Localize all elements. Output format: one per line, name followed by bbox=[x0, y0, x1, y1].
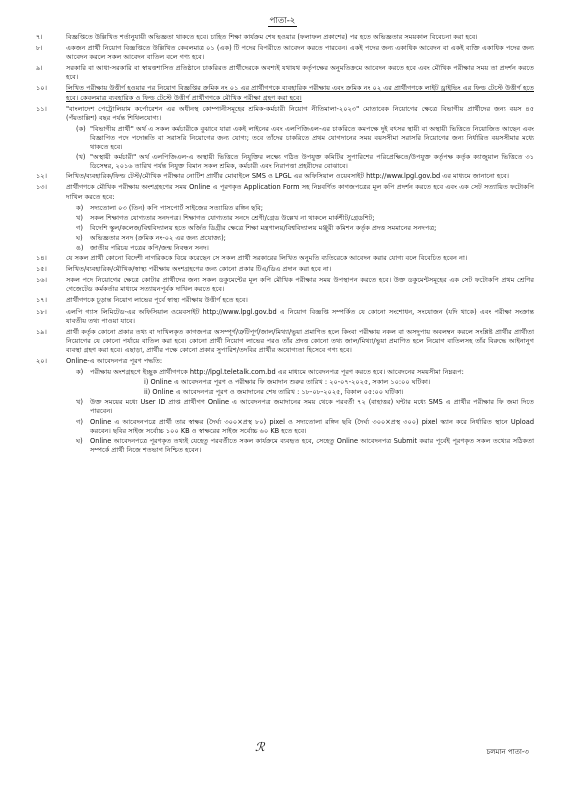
clause: ১৯। প্রার্থী কর্তৃক কোনো প্রকার তথ্য বা দাখিলকৃত কাগজপত্র অসম্পূর্ণ/ত্রুটিপূর্ণ/জাল/মিথ্যা/ভুয়া প্রমাণিত হলে কিংবা পরীক্ষায় নকল বা অসদুপায় অবলম্বন করলে সংশ্লিষ্ট প্রার্থীর প্রার্থীতা নিয়োগের যে কোনো পর্যায়ে বাতিল করা হবে। কোনো প্রার্থী নিয়োগ লাভের পরও তাঁর প্রদত্ত কোনো তথ্য জাল/মিথ্যা/ভুয়া প্রমাণিত হলে নিয়োগ বাতিলসহ তাঁর বিরুদ্ধে আইনানুগ ব্যবস্থা গ্রহণ করা হবে। এছাড়া, প্রার্থীর পক্ষে কোনো প্রকার সুপারিশ/তদবির প্রার্থীর অযোগ্যতা হিসেবে গণ্য হবে। bbox=[36, 327, 534, 354]
document-body bbox=[34, 33, 534, 456]
clause: ৮। একজন প্রার্থী নিয়োগ বিজ্ঞপ্তিতে উল্লিখিত কেবলমাত্র ০১ (এক) টি পদের বিপরীতে আবেদন করতে পারবেন। একই পদের জন্য একাধিক আবেদন বা একই ব্যক্তি একাধিক পদের জন্য আবেদন করলে সকল আবেদন বাতিল বলে গণ্য হবে। bbox=[36, 44, 534, 62]
document-list-item: ঘ) অভিজ্ঞতার সনদ (ক্রমিক নং-০২ এর জন্য প্রযোজ্য); bbox=[76, 233, 226, 242]
clause: ১৮। এলপি গ্যাস লিমিটেড-এর অফিসিয়াল ওয়েবসাইট http://www.lpgl.gov.bd এ নিয়োগ বিজ্ঞপ্তি সম্পর্কিত যে কোনো সংশোধন, সংযোজন (যদি থাকে) এবং পরীক্ষা সংক্রান্ত যাবতীয় তথ্য পাওয়া যাবে। bbox=[36, 307, 534, 325]
document-list-item: গ) বিদেশি স্কুল/কলেজ/বিশ্ববিদ্যালয় হতে অর্জিত ডিগ্রীর ক্ষেত্রে শিক্ষা মন্ত্রণালয়/বিশ্ববিদ্যালয় মঞ্জুরী কমিশন কর্তৃক প্রদত্ত সমমানের সনদপত্র; bbox=[76, 223, 437, 232]
clause: ২০। Online-এ আবেদনপত্র পূরণ পদ্ধতি: bbox=[36, 357, 163, 365]
online-step: ঘ) Online আবেদনপত্রে পূরণকৃত তথ্যই যেহেতু পরবর্তীতে সকল কার্যক্রমে ব্যবহৃত হবে, সেহেতু Online আবেদনপত্র Submit করার পূর্বেই পূরণকৃত সকল তথ্যের সঠিকতা সম্পর্কে প্রার্থী নিজে শতভাগ নিশ্চিত হবেন। bbox=[76, 436, 534, 454]
document-list-item: ঙ) জাতীয় পরিচয় পত্রের কপি/জন্ম নিবন্ধন সনদ। bbox=[76, 243, 209, 252]
clause: ১৩। প্রার্থীগণকে মৌখিক পরীক্ষায় অংশগ্রহণের সময় Online এ পূরণকৃত Application Form সহ নিম্নবর্ণিত কাগজপত্রের মূল কপি প্রদর্শন করতে হবে এবং এক সেট সত্যায়িত ফটোকপি দাখিল করতে হবে: bbox=[36, 183, 534, 201]
online-step: খ) উক্ত সময়ের মধ্যে User ID প্রাপ্ত প্রার্থীগণ Online এ আবেদনপত্র জমাদানের সময় থেকে পরবর্তী ৭২ (বাহাত্তর) ঘন্টার মধ্যে SMS এ প্রার্থীর পরীক্ষার ফি জমা দিতে পারবেন। bbox=[76, 398, 534, 416]
clause: ৭। বিজ্ঞপ্তিতে উল্লিখিত শর্তানুযায়ী অভিজ্ঞতা থাকতে হবে। চাহিত শিক্ষা কার্যক্রম শেষ হওয়ার (ফলাফল প্রকাশের) পর হতে অভিজ্ঞতার সময়কাল বিবেচনা করা হবে। bbox=[36, 33, 478, 41]
clause: ১২। লিখিত/ব্যবহারিক/ফিল্ড টেস্ট/মৌখিক পরীক্ষার নোটিশ প্রার্থীর মোবাইলে SMS ও LPGL এর অফিসিয়াল ওয়েবসাইট http://www.lpgl.gov.bd এর মাধ্যমে জানানো হবে। bbox=[36, 172, 510, 181]
sub-clause: (খ) "অস্থায়ী কর্মচারী" অর্থ এলপিজিএল-এ অস্থায়ী ভিত্তিতে নিযুক্তির লক্ষ্যে গঠিত উপযুক্ত কমিটির সুপারিশের পরিপ্রেক্ষিতে/উপযুক্ত কর্তৃপক্ষ কর্তৃক ক্যাজুয়াল ভিত্তিতে ৩১ ডিসেম্বর, ২০১৬ তারিখ পর্যন্ত নিযুক্ত বিমান সকল শ্রমিক, কর্মচারী এবং নিরাপত্তা প্রহরীদের বোঝাবে। bbox=[76, 153, 534, 171]
clause: ১৬। সকল পদে নিয়োগের ক্ষেত্রে কোটার প্রার্থীদের জন্য সকল ডকুমেন্টের মূল কপি মৌখিক পরীক্ষার সময় উপস্থাপন করতে হবে। উক্ত ডকুমেন্টসমূহের এক সেট ফটোকপি প্রথম শ্রেণির গেজেটেড কর্মকর্তার মাধ্যমে সত্যায়নপূর্বক দাখিল করতে হবে। bbox=[36, 276, 534, 294]
clause: ১৪। যে সকল প্রার্থী কোনো বিদেশী নাগরিককে বিয়ে করেছেন সে সকল প্রার্থী সরকারের লিখিত অনুমতি ব্যতিরেকে আবেদন করার যোগ্য বলে বিবেচিত হবেন না। bbox=[36, 254, 468, 263]
page-number: পাতা-২ bbox=[269, 16, 296, 26]
schedule-row: ii) Online এ আবেদনপত্র পূরণ ও জমাদানের শেষ তারিখ : ১৮-০৮-২০২৫, বিকাল ০৫:০০ ঘটিকা। bbox=[144, 388, 404, 397]
clause: ৯। সরকারি বা আধা-সরকারি বা স্বায়ত্তশাসিত প্রতিষ্ঠানে চাকরিরত প্রার্থীদেরকে অবশ্যই যথাযথ কর্তৃপক্ষের অনুমতিক্রমে আবেদন করতে হবে এবং মৌখিক পরীক্ষার সময় তা প্রদর্শন করতে হবে। bbox=[36, 64, 534, 82]
page-header bbox=[0, 14, 565, 28]
sub-clause: (ক) "বিভাগীয় প্রার্থী" অর্থ এ সকল কর্মচারীকে বুঝাবে যারা একই লাইনের এবং এলপিজিএল-এর চাকরিতে কমপক্ষে দুই বৎসর স্থায়ী বা অস্থায়ী ভিত্তিতে নিয়োজিত আছেন এবং বিজ্ঞাপিত পদে পদোন্নতি বা সরাসরি নিয়োগের জন্য যোগ্য; তবে তাঁদের চাকরিতে প্রথম যোগদানের সময় বয়সসীমা সরাসরি নিয়োগের জন্য নির্ধারিত বয়সসীমার মধ্যে থাকতে হবে। bbox=[76, 124, 534, 152]
clause: ১০। লিখিত পরীক্ষায় উত্তীর্ণ হওয়ার পর নিয়োগ বিজ্ঞপ্তির ক্রমিক নং ০১ এর প্রার্থীগণকে ব্যবহারিক পরীক্ষায় এবং ক্রমিক নং ০২ এর প্রার্থীগণকে লাইট ড্রাইভিং এর ফিল্ড টেস্টে উত্তীর্ণ হতে হবে। কেবলমাত্র ব্যবহারিক ও ফিল্ড টেস্টে উত্তীর্ণ প্রার্থীগণকে মৌখিক পরীক্ষা গ্রহণ করা হবে। bbox=[36, 84, 534, 102]
document-list-item: খ) সকল শিক্ষাগত যোগ্যতার সনদপত্র। শিক্ষাগত যোগ্যতার সনদে শ্রেণী/গ্রেড উল্লেখ না থাকলে মার্কশীট/গ্রেডশিট; bbox=[76, 213, 375, 222]
schedule-row: i) Online এ আবেদনপত্র পূরণ ও পরীক্ষার ফি জমাদান শুরুর তারিখ : ২০-০৭-২০২৫, সকাল ১০:০০ ঘটিকা। bbox=[144, 378, 431, 387]
clause: ১১। "বাংলাদেশ পেট্রোলিয়াম কর্পোরেশন এর অধীনস্থ কোম্পানীসমূহের শ্রমিক-কর্মচারী নিয়োগ নীতিমালা-২০২৩" মোতাবেক নিয়োগের ক্ষেত্রে বিভাগীয় প্রার্থীদের জন্য বয়স ৪৫ (পঁয়তাল্লিশ) বছর পর্যন্ত শিথিলযোগ্য। bbox=[36, 104, 534, 122]
signature: ℛ bbox=[255, 740, 265, 754]
clause: ১৭। প্রার্থীগণকে চূড়ান্ত নিয়োগ লাভের পূর্বে স্বাস্থ্য পরীক্ষায় উত্তীর্ণ হতে হবে। bbox=[36, 296, 248, 305]
continued-page-note: চলমান পাতা-৩ bbox=[486, 748, 529, 756]
document-list-item: ক) সদ্যতোলা ০৩ (তিন) কপি পাসপোর্ট সাইজের সত্যায়িত রঙ্গিন ছবি; bbox=[76, 203, 263, 212]
clause: ১৫। লিখিত/ব্যবহারিক/মৌখিক/স্বাস্থ্য পরীক্ষায় অংশগ্রহণের জন্য কোনো প্রকার টিএ/ডিএ প্রদান করা হবে না। bbox=[36, 265, 332, 274]
online-step: গ) Online এ আবেদনপত্রে প্রার্থী তার স্বাক্ষর (দৈর্ঘ্য ৩০০×প্রস্থ ৮০) pixel ও সদ্যতোলা রঙ্গিন ছবি (দৈর্ঘ্য ৩০০×প্রস্থ ৩০০) pixel স্ক্যান করে নির্ধারিত স্থানে Upload করবেন। ছবির সাইজ সর্বোচ্চ ১০০ KB ও স্বাক্ষরের সাইজ সর্বোচ্চ ৬০ KB হতে হবে। bbox=[76, 417, 534, 435]
online-step: ক) পরীক্ষায় অংশগ্রহণে ইচ্ছুক প্রার্থীগণকে http://lpgl.teletalk.com.bd এর মাধ্যমে আবেদনপত্র পূরণ করতে হবে। আবেদনের সময়সীমা নিম্নরূপ: bbox=[76, 368, 464, 377]
